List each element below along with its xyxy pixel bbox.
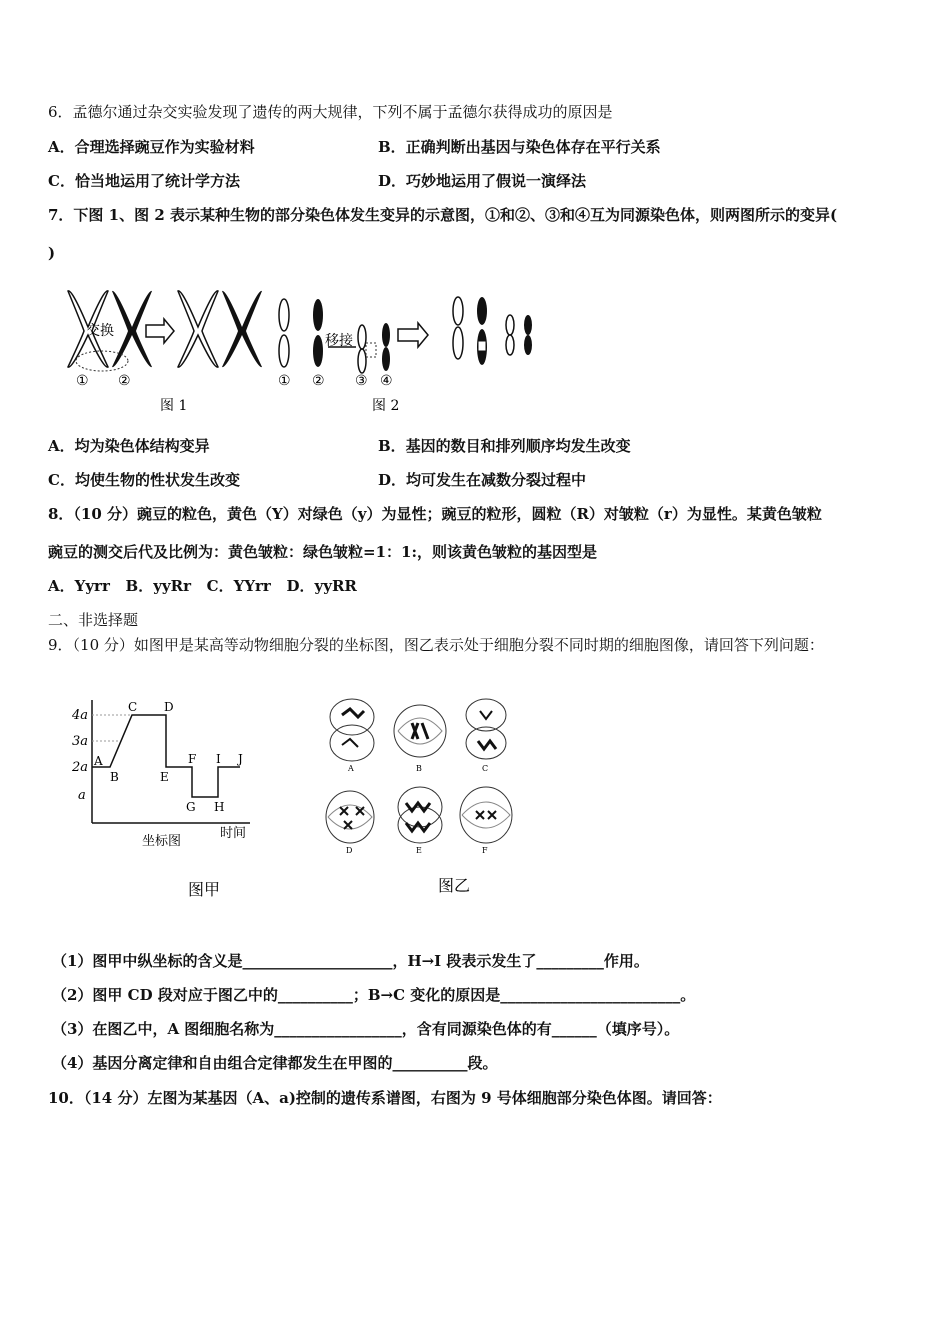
- q8-stem: 8．（10 分）豌豆的粒色，黄色（Y）对绿色（y）为显性；豌豆的粒形，圆粒（R）对皱粒（r）为显性。某黄色皱粒: [48, 505, 822, 523]
- q7-option-a: A．均为染色体结构变异: [48, 437, 210, 455]
- cell-e-icon: [398, 787, 442, 843]
- cell-f-icon: [460, 787, 512, 843]
- cell-label-f: F: [482, 846, 488, 855]
- point-b: B: [110, 770, 119, 784]
- cell-c-icon: [466, 699, 506, 759]
- cell-d-icon: [326, 791, 374, 843]
- q9-sub-1: （1）图甲中纵坐标的含义是____________________，H→I 段表示发生了_________作用。: [52, 952, 649, 970]
- cell-label-a: A: [348, 764, 354, 773]
- cell-label-c: C: [482, 764, 489, 773]
- point-f: F: [188, 752, 197, 766]
- point-c: C: [128, 700, 138, 714]
- mark-4: ④: [380, 373, 393, 389]
- q9-sub-2: （2）图甲 CD 段对应于图乙中的__________；B→C 变化的原因是________________________。: [52, 986, 696, 1004]
- cell-a-icon: [330, 699, 374, 761]
- section-heading: 二、非选择题: [48, 611, 139, 629]
- chromosome-3-icon: [279, 335, 289, 367]
- q6-stem: 6．孟德尔通过杂交实验发现了遗传的两大规律，下列不属于孟德尔获得成功的原因是: [48, 103, 613, 121]
- q9-sub-4: （4）基因分离定律和自由组合定律都发生在甲图的__________段。: [52, 1054, 498, 1072]
- chromosome-1-after-icon: [178, 291, 218, 367]
- point-e: E: [160, 770, 169, 784]
- chromosome-2-after-icon: [222, 291, 262, 367]
- q6-option-d: D．巧妙地运用了假说一演绎法: [378, 172, 587, 190]
- mark-1b: ①: [278, 373, 291, 389]
- figure-yi-label: 图乙: [438, 876, 471, 895]
- cell-b-icon: [394, 705, 446, 757]
- point-h: H: [214, 800, 225, 814]
- y-tick-4a: 4a: [72, 708, 89, 723]
- y-tick-3a: 3a: [72, 734, 89, 749]
- q9-cells-yi: [320, 695, 530, 900]
- q6-option-a: A．合理选择豌豆作为实验材料: [48, 138, 255, 156]
- q7-option-d: D．均可发生在减数分裂过程中: [378, 471, 587, 489]
- q9-stem: 9．（10 分）如图甲是某高等动物细胞分裂的坐标图，图乙表示处于细胞分裂不同时期的细胞图像，请回答下列问题：: [48, 636, 824, 654]
- q10-stem: 10．（14 分）左图为某基因（A、a)控制的遗传系谱图，右图为 9 号体细胞部分染色体图。请回答：: [48, 1089, 722, 1107]
- q7-stem-cont: ): [48, 244, 56, 262]
- graph-caption: 坐标图: [142, 834, 182, 849]
- q9-sub-3: （3）在图乙中，A 图细胞名称为_________________，含有同源染色体的有______（填序号）。: [52, 1020, 680, 1038]
- fig1-caption: 图 1: [160, 398, 188, 414]
- q7-chromosome-figure: [60, 285, 550, 420]
- cell-label-b: B: [416, 764, 422, 773]
- exchange-label: 交换: [86, 323, 114, 339]
- q8-stem-cont: 豌豆的测交后代及比例为：黄色皱粒：绿色皱粒=1：1:，则该黄色皱粒的基因型是: [48, 543, 597, 561]
- mark-3: ③: [355, 373, 368, 389]
- point-g: G: [186, 800, 196, 814]
- y-tick-2a: 2a: [72, 760, 89, 775]
- y-tick-a: a: [78, 788, 86, 803]
- q7-option-c: C．均使生物的性状发生改变: [48, 471, 240, 489]
- point-i: I: [216, 752, 221, 766]
- translocate-label: 移接: [325, 333, 353, 349]
- figure-jia-label: 图甲: [188, 880, 221, 899]
- point-a: A: [94, 754, 103, 768]
- q7-stem: 7．下图 1、图 2 表示某种生物的部分染色体发生变异的示意图，①和②、③和④互为同源染色体，则两图所示的变异(: [48, 206, 838, 224]
- q9-graph-jia: [70, 695, 270, 905]
- q7-option-b: B．基因的数目和排列顺序均发生改变: [378, 437, 631, 455]
- q8-options: A．Yyrr B．yyRr C．YYrr D．yyRR: [48, 577, 357, 595]
- mark-2b: ②: [312, 373, 325, 389]
- cell-label-d: D: [346, 846, 353, 855]
- cell-label-e: E: [416, 846, 422, 855]
- fig2-caption: 图 2: [372, 398, 400, 414]
- q6-option-c: C．恰当地运用了统计学方法: [48, 172, 240, 190]
- point-d: D: [164, 700, 174, 714]
- mark-1a: ①: [76, 373, 89, 389]
- chromosome-4-icon: [313, 335, 323, 367]
- point-j: J: [238, 752, 243, 766]
- arrow-icon: [146, 319, 174, 343]
- mark-2a: ②: [118, 373, 131, 389]
- arrow-icon-2: [398, 323, 428, 347]
- x-axis-label: 时间: [220, 826, 247, 841]
- q6-option-b: B．正确判断出基因与染色体存在平行关系: [378, 138, 661, 156]
